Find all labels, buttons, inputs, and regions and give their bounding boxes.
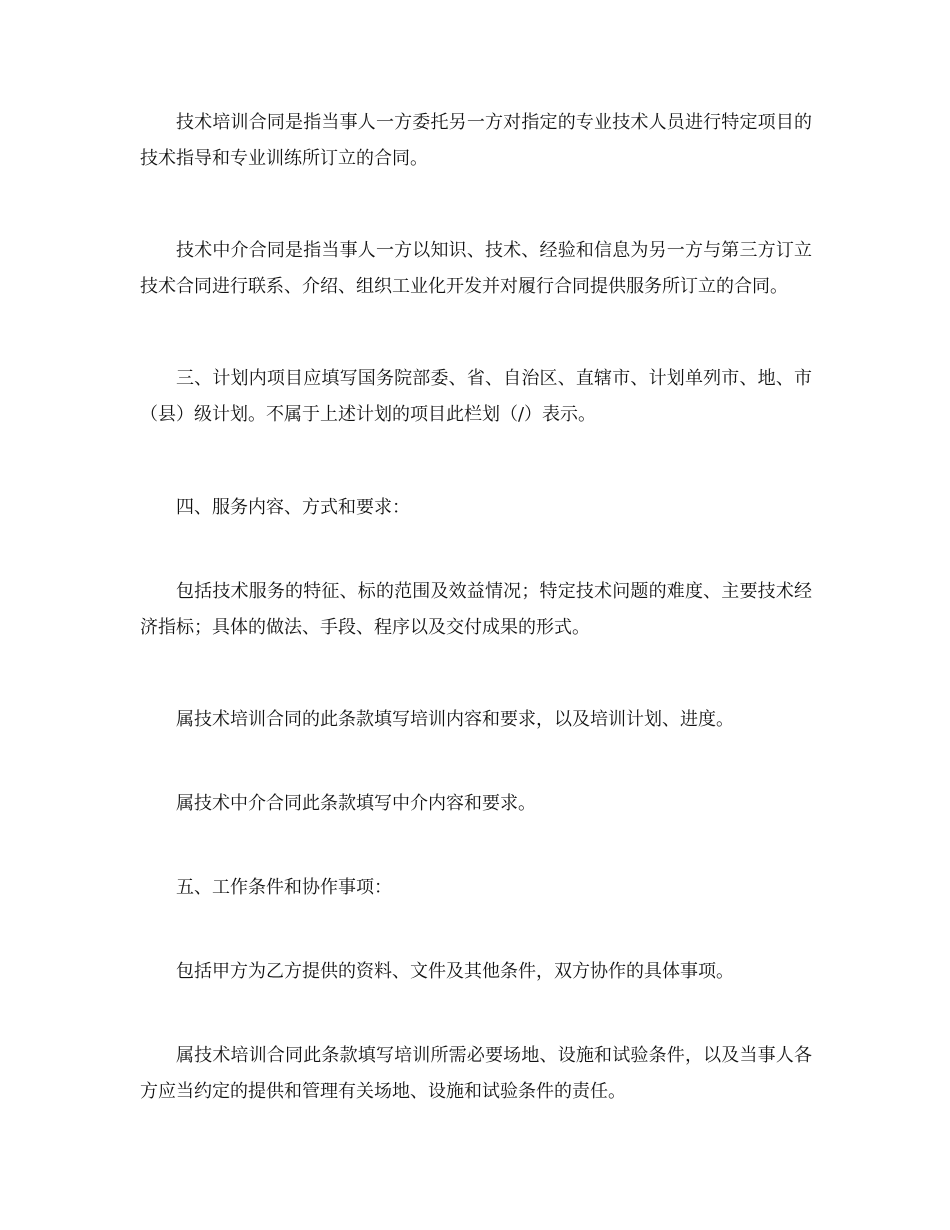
paragraph-technical-training-contract: 技术培训合同是指当事人一方委托另一方对指定的专业技术人员进行特定项目的技术指导和专业训练所订立的合同。: [140, 112, 812, 169]
paragraph-technical-intermediary-contract: 技术中介合同是指当事人一方以知识、技术、经验和信息为另一方与第三方订立技术合同进行联系、介绍、组织工业化开发并对履行合同提供服务所订立的合同。: [140, 240, 812, 297]
paragraph-training-contract-content: 属技术培训合同的此条款填写培训内容和要求，以及培训计划、进度。: [176, 709, 734, 730]
paragraph-service-features: 包括技术服务的特征、标的范围及效益情况；特定技术问题的难度、主要技术经济指标；具体的做法、手段、程序以及交付成果的形式。: [140, 581, 812, 638]
heading-section-four-service-content: 四、服务内容、方式和要求：: [176, 497, 410, 518]
paragraph-intermediary-contract-content: 属技术中介合同此条款填写中介内容和要求。: [176, 793, 536, 814]
paragraph-party-cooperation: 包括甲方为乙方提供的资料、文件及其他条件，双方协作的具体事项。: [176, 961, 734, 982]
paragraph-section-three-plan-items: 三、计划内项目应填写国务院部委、省、自治区、直辖市、计划单列市、地、市（县）级计划。不属于上述计划的项目此栏划（/）表示。: [140, 368, 812, 425]
paragraph-training-site-conditions: 属技术培训合同此条款填写培训所需必要场地、设施和试验条件，以及当事人各方应当约定的提供和管理有关场地、设施和试验条件的责任。: [140, 1045, 812, 1102]
heading-section-five-work-conditions: 五、工作条件和协作事项：: [176, 877, 392, 898]
